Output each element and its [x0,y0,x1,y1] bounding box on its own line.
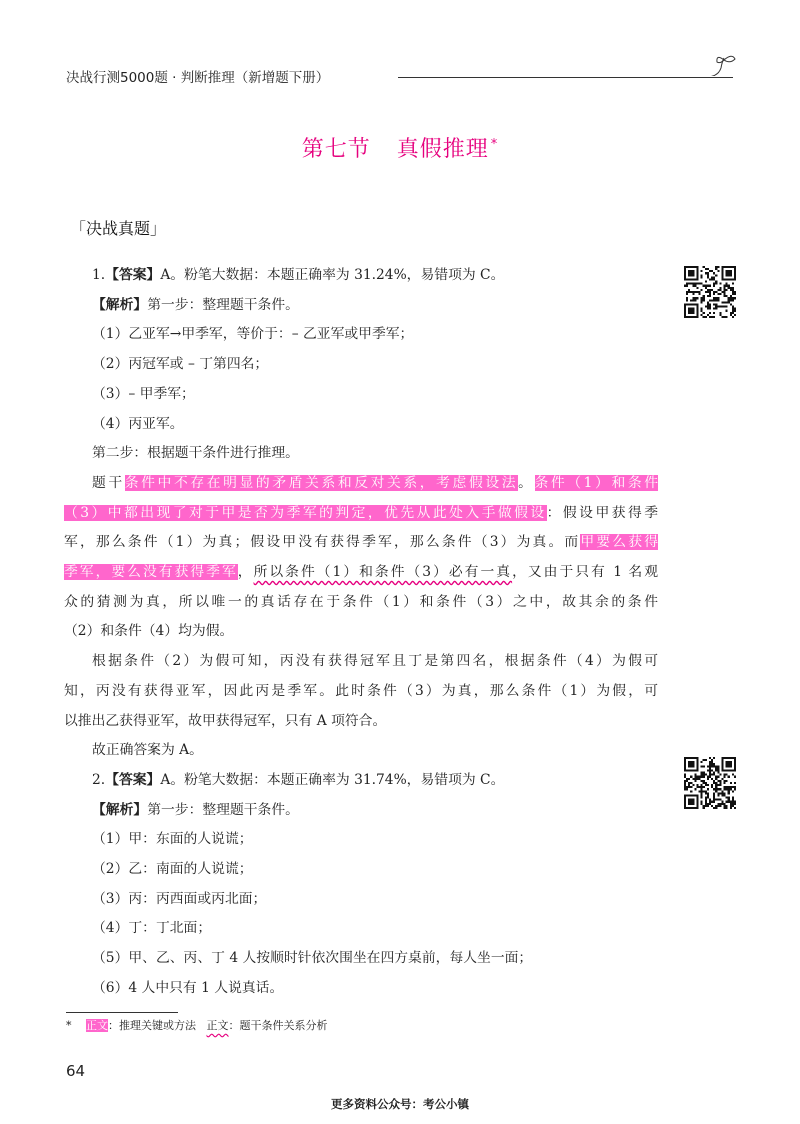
q2-condition-6: （6）4 人中只有 1 人说真话。 [92,979,284,996]
main-content [64,261,658,1004]
highlight-key-method: （3）中都出现了对于甲是否为季军的判定，优先从此处入手做假设 [64,504,547,521]
page-number: 64 [66,1062,86,1080]
q1-reasoning-line: 知，丙没有获得亚军，因此丙是季军。此时条件（3）为真，那么条件（1）为假，可 [64,682,658,699]
footnote: * 正文：推理关键或方法 正文：题干条件关系分析 [66,1019,328,1032]
sprout-icon [706,52,742,76]
q2-condition-1: （1）甲：东面的人说谎； [92,831,253,848]
q1-reasoning-line: （2）和条件（4）均为假。 [64,623,234,640]
q1-reasoning-line: 军，那么条件（1）为真；假设甲没有获得季军，那么条件（3）为真。而甲要么获得 [64,534,658,551]
highlight-key-method: 甲要么获得 [580,534,658,551]
wavy-condition-analysis: 所以条件（1）和条件（3）必有一真 [253,564,513,581]
q1-condition-4: （4）丙亚军。 [92,415,184,432]
legend-wavy-sample: 正文 [206,1019,229,1032]
q1-condition-2: （2）丙冠军或 – 丁第四名； [92,356,269,373]
q1-reasoning-line: 以推出乙获得亚军，故甲获得冠军，只有 A 项符合。 [64,712,387,729]
qr-code-icon[interactable] [684,757,736,809]
legend-highlight-sample: 正文 [86,1019,108,1032]
answer-label: 【答案】 [105,267,161,283]
running-header [66,64,741,88]
q2-answer: 2.【答案】A。粉笔大数据：本题正确率为 31.74%，易错项为 C。 [92,771,505,788]
subsection-title: 决战真题 [86,219,151,238]
q2-condition-2: （2）乙：南面的人说谎； [92,861,253,878]
q1-final-answer: 故正确答案为 A。 [92,742,203,759]
q2-condition-3: （3）丙：丙西面或丙北面； [92,890,267,907]
section-title [0,132,800,163]
highlight-key-method: 条件中不存在明显的矛盾关系和反对关系，考虑假设法 [124,474,519,491]
q1-reasoning-line: 根据条件（2）为假可知，丙没有获得冠军且丁是第四名，根据条件（4）为假可 [92,653,658,670]
header-title: 决战行测5000题 · 判断推理（新增题下册） [66,70,330,86]
q1-reasoning-line: 题干条件中不存在明显的矛盾关系和反对关系，考虑假设法。条件（1）和条件 [92,474,659,491]
q1-reasoning-line: （3）中都出现了对于甲是否为季军的判定，优先从此处入手做假设：假设甲获得季 [64,504,659,521]
qr-code-icon[interactable] [684,266,736,318]
section-mark: * [490,136,499,152]
q1-condition-3: （3）– 甲季军； [92,385,195,402]
q1-reasoning-line: 季军，要么没有获得季军，所以条件（1）和条件（3）必有一真，又由于只有 1 名观 [64,564,658,581]
q2-condition-4: （4）丁：丁北面； [92,920,212,937]
q2-analysis: 【解析】第一步：整理题干条件。 [92,801,299,818]
q1-condition-1: （1）乙亚军→甲季军，等价于：– 乙亚军或甲季军； [92,326,414,343]
section-number: 第七节 [301,137,371,162]
highlight-key-method: 条件（1）和条件 [534,474,659,491]
q1-step2: 第二步：根据题干条件进行推理。 [92,445,299,462]
header-rule [398,77,733,78]
answer-label: 【答案】 [105,771,161,788]
subsection-heading: 「决战真题」 [70,219,167,238]
analysis-label: 【解析】 [92,296,148,313]
bottom-promo-text: 更多资料公众号：考公小镇 [331,1097,469,1111]
q1-reasoning-line: 众的猜测为真，所以唯一的真话存在于条件（1）和条件（3）之中，故其余的条件 [64,593,658,610]
q1-answer: 1.【答案】A。粉笔大数据：本题正确率为 31.24%，易错项为 C。 [92,267,505,283]
analysis-label: 【解析】 [92,801,148,818]
highlight-key-method: 季军，要么没有获得季军 [64,564,238,581]
section-name: 真假推理 [396,137,489,162]
footnote-rule [66,1012,178,1013]
q1-analysis: 【解析】第一步：整理题干条件。 [92,296,299,313]
q2-condition-5: （5）甲、乙、丙、丁 4 人按顺时针依次围坐在四方桌前，每人坐一面； [92,950,533,967]
